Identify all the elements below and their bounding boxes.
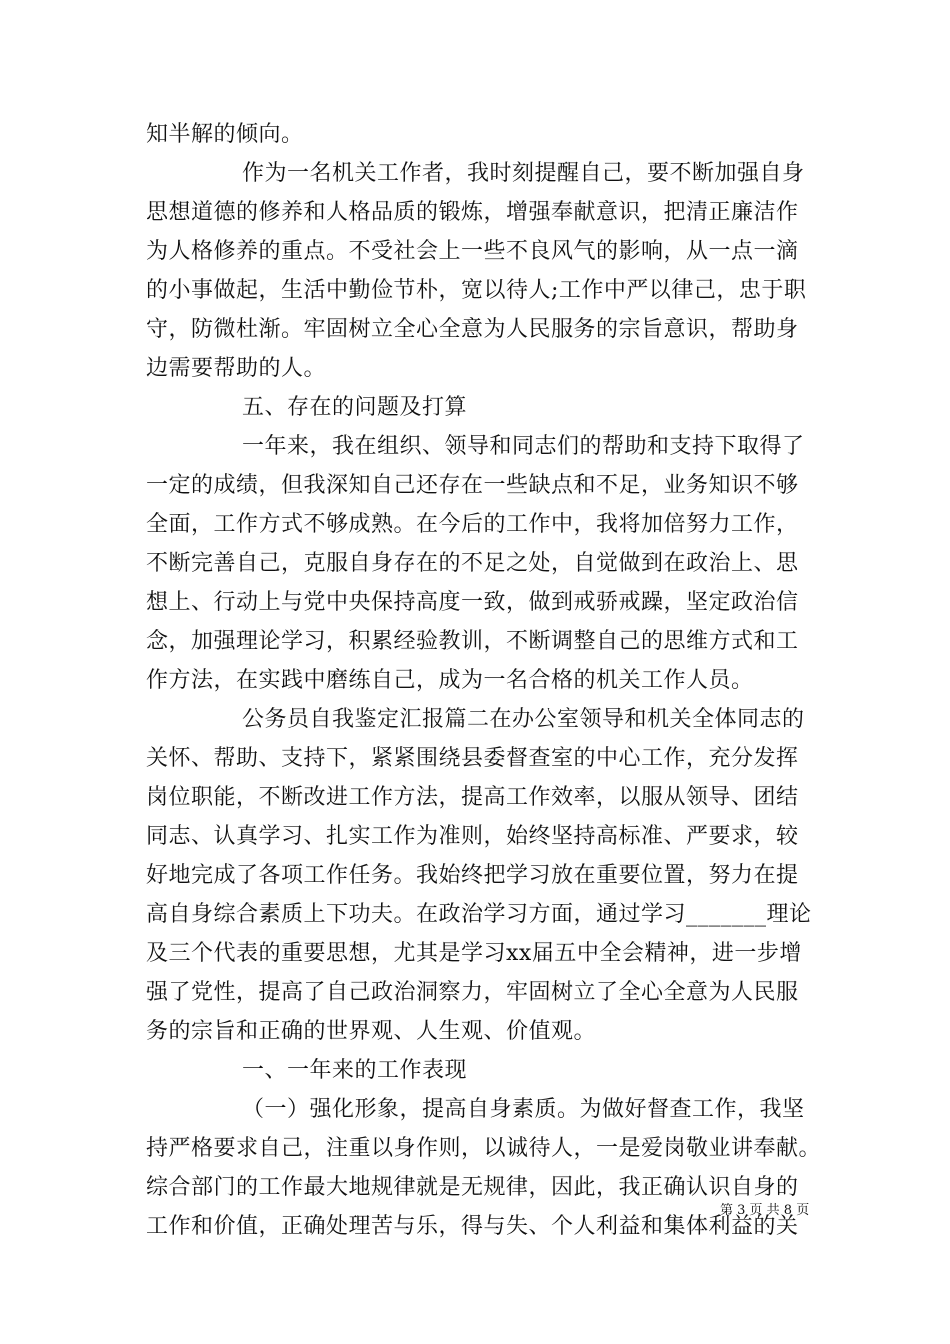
- text-line: （一）强化形象，提高自身素质。为做好督查工作，我坚: [242, 1097, 805, 1122]
- text-line: 好地完成了各项工作任务。我始终把学习放在重要位置，努力在提: [146, 863, 799, 888]
- text-line: 同志、认真学习、扎实工作为准则，始终坚持高标准、严要求，较: [146, 824, 799, 849]
- text-line: 一年来，我在组织、领导和同志们的帮助和支持下取得了: [242, 434, 805, 459]
- text-line: 为人格修养的重点。不受社会上一些不良风气的影响，从一点一滴: [146, 239, 799, 264]
- text-line: 公务员自我鉴定汇报篇二在办公室领导和机关全体同志的: [242, 707, 805, 732]
- text-line: 及三个代表的重要思想，尤其是学习xx届五中全会精神，进一步增: [146, 941, 802, 966]
- text-line: 作方法，在实践中磨练自己，成为一名合格的机关工作人员。: [146, 668, 754, 693]
- text-line: 持严格要求自己，注重以身作则，以诚待人，一是爱岗敬业讲奉献。: [146, 1136, 822, 1161]
- text-line: 守，防微杜渐。牢固树立全心全意为人民服务的宗旨意识，帮助身: [146, 317, 799, 342]
- text-line: 的小事做起，生活中勤俭节朴，宽以待人;工作中严以律己，忠于职: [146, 278, 807, 303]
- section-heading: 一、一年来的工作表现: [242, 1058, 468, 1083]
- text-line: 务的宗旨和正确的世界观、人生观、价值观。: [146, 1019, 597, 1044]
- text-line: 思想道德的修养和人格品质的锻炼，增强奉献意识，把清正廉洁作: [146, 200, 799, 225]
- text-line: 强了党性，提高了自己政治洞察力，牢固树立了全心全意为人民服: [146, 980, 799, 1005]
- text-line: 知半解的倾向。: [146, 122, 304, 147]
- text-line: 想上、行动上与党中央保持高度一致，做到戒骄戒躁，坚定政治信: [146, 590, 799, 615]
- page-number: 第 3 页 共 8 页: [720, 1203, 810, 1218]
- section-heading: 五、存在的问题及打算: [242, 395, 468, 420]
- text-line: 一定的成绩，但我深知自己还存在一些缺点和不足，业务知识不够: [146, 473, 799, 498]
- text-line: 边需要帮助的人。: [146, 356, 327, 381]
- text-line: 岗位职能，不断改进工作方法，提高工作效率，以服从领导、团结: [146, 785, 799, 810]
- text-line: 综合部门的工作最大地规律就是无规律，因此，我正确认识自身的: [146, 1175, 799, 1200]
- text-line: 关怀、帮助、支持下，紧紧围绕县委督查室的中心工作，充分发挥: [146, 746, 799, 771]
- text-line: 高自身综合素质上下功夫。在政治学习方面，通过学习_______理论: [146, 902, 812, 927]
- text-line: 全面，工作方式不够成熟。在今后的工作中，我将加倍努力工作，: [146, 512, 799, 537]
- text-line: 不断完善自己，克服自身存在的不足之处，自觉做到在政治上、思: [146, 551, 799, 576]
- text-line: 工作和价值，正确处理苦与乐，得与失、个人利益和集体利益的关: [146, 1214, 799, 1239]
- text-line: 念，加强理论学习，积累经验教训，不断调整自己的思维方式和工: [146, 629, 799, 654]
- text-line: 作为一名机关工作者，我时刻提醒自己，要不断加强自身: [242, 161, 805, 186]
